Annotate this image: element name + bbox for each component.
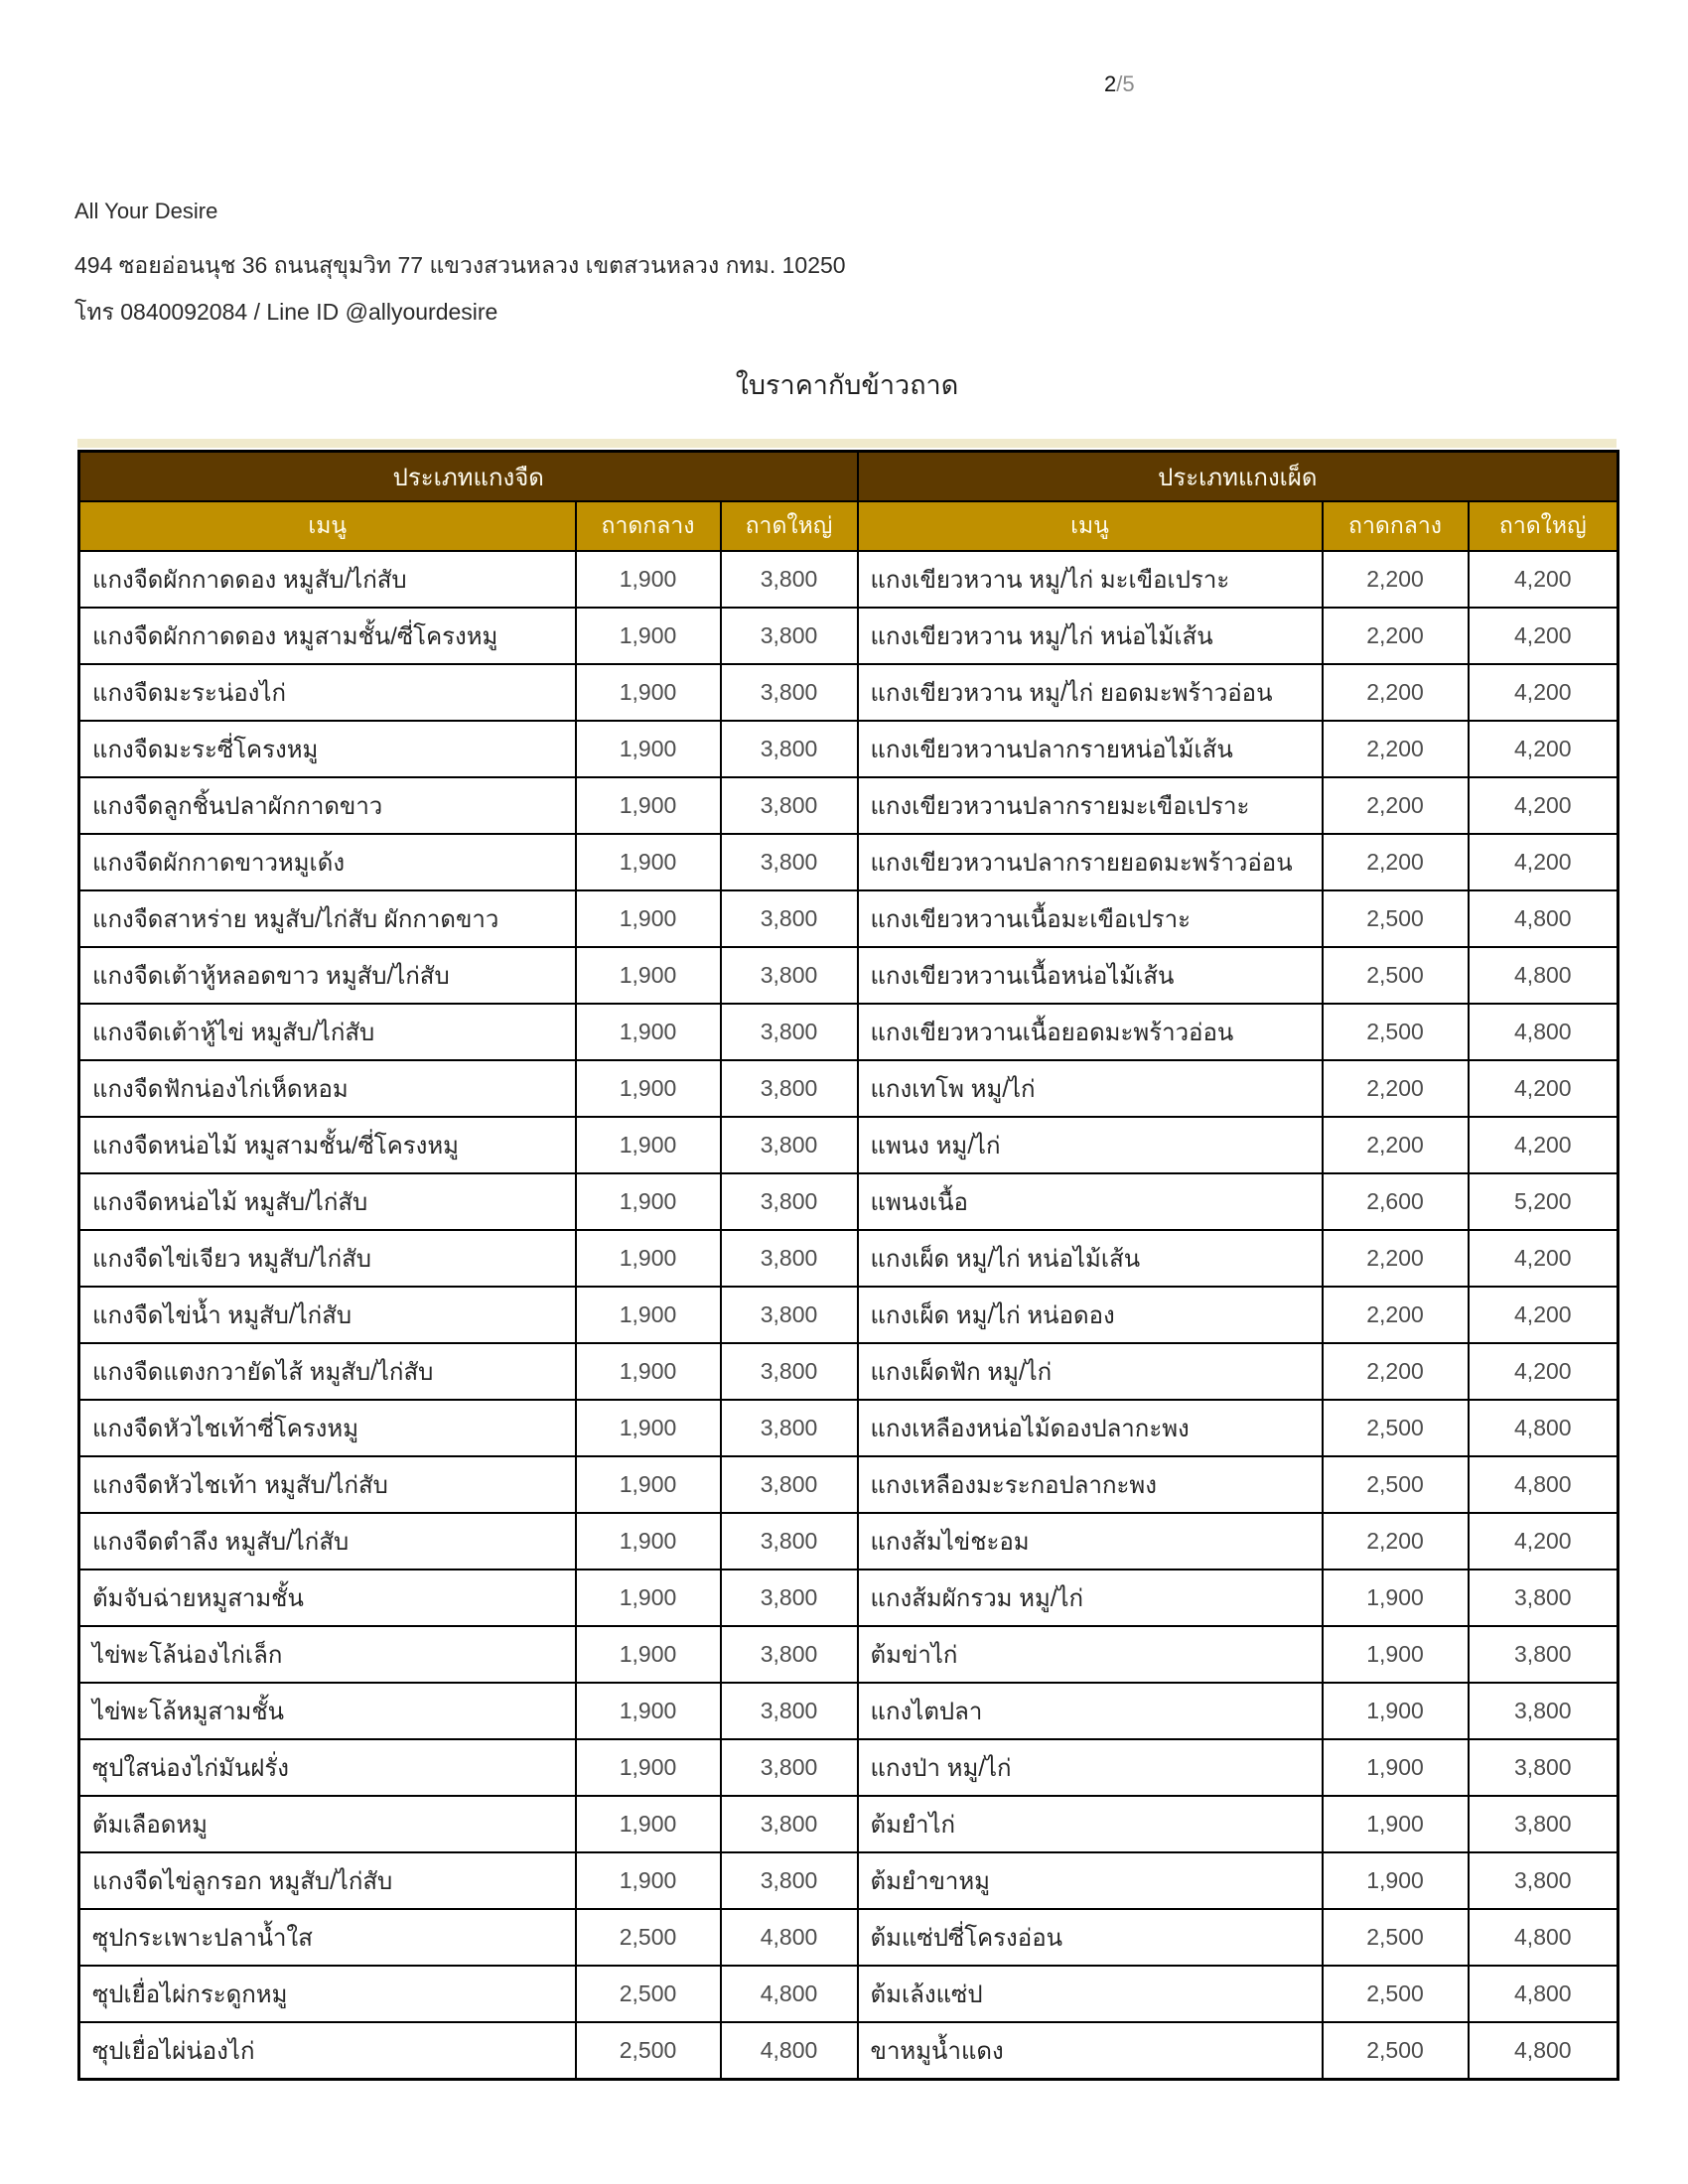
price-table-body <box>79 551 1618 2080</box>
medium-tray-price-cell: 1,900 <box>1323 1739 1469 1796</box>
menu-item-cell: แกงเขียวหวาน หมู/ไก่ หน่อไม้เส้น <box>858 608 1323 664</box>
large-tray-price-cell: 4,800 <box>721 2022 858 2080</box>
table-row <box>79 1909 1618 1966</box>
table-row <box>79 1852 1618 1909</box>
large-tray-price-cell: 4,200 <box>1469 1117 1618 1173</box>
medium-tray-price-cell: 1,900 <box>576 1796 721 1852</box>
table-row <box>79 1343 1618 1400</box>
medium-tray-price-cell: 2,500 <box>1323 1004 1469 1060</box>
large-tray-price-cell: 3,800 <box>1469 1852 1618 1909</box>
table-row <box>79 1739 1618 1796</box>
column-header-medium-tray-right: ถาดกลาง <box>1323 501 1469 551</box>
table-row <box>79 1400 1618 1456</box>
large-tray-price-cell: 4,800 <box>1469 1456 1618 1513</box>
menu-item-cell: แกงเทโพ หมู/ไก่ <box>858 1060 1323 1117</box>
menu-item-cell: แกงเขียวหวานเนื้อมะเขือเปราะ <box>858 890 1323 947</box>
column-header-large-tray-left: ถาดใหญ่ <box>721 501 858 551</box>
medium-tray-price-cell: 2,200 <box>1323 551 1469 608</box>
menu-item-cell: แกงจืดเต้าหู้ไข่ หมูสับ/ไก่สับ <box>79 1004 576 1060</box>
medium-tray-price-cell: 2,500 <box>1323 1400 1469 1456</box>
medium-tray-price-cell: 1,900 <box>576 834 721 890</box>
medium-tray-price-cell: 1,900 <box>576 1513 721 1570</box>
medium-tray-price-cell: 1,900 <box>576 1343 721 1400</box>
column-header-menu-left: เมนู <box>79 501 576 551</box>
table-row <box>79 721 1618 777</box>
column-header-menu-right: เมนู <box>858 501 1323 551</box>
medium-tray-price-cell: 2,500 <box>1323 1456 1469 1513</box>
large-tray-price-cell: 4,800 <box>1469 947 1618 1004</box>
medium-tray-price-cell: 1,900 <box>1323 1683 1469 1739</box>
large-tray-price-cell: 3,800 <box>721 1343 858 1400</box>
large-tray-price-cell: 4,200 <box>1469 1287 1618 1343</box>
medium-tray-price-cell: 1,900 <box>576 1739 721 1796</box>
menu-item-cell: ต้มยำไก่ <box>858 1796 1323 1852</box>
medium-tray-price-cell: 2,200 <box>1323 777 1469 834</box>
medium-tray-price-cell: 2,500 <box>576 1909 721 1966</box>
medium-tray-price-cell: 2,500 <box>1323 890 1469 947</box>
menu-item-cell: ไข่พะโล้น่องไก่เล็ก <box>79 1626 576 1683</box>
medium-tray-price-cell: 1,900 <box>576 551 721 608</box>
page-number <box>1104 71 1135 97</box>
medium-tray-price-cell: 1,900 <box>576 1400 721 1456</box>
medium-tray-price-cell: 2,500 <box>576 2022 721 2080</box>
menu-item-cell: แกงเผ็ด หมู/ไก่ หน่อไม้เส้น <box>858 1230 1323 1287</box>
page-title: ใบราคากับข้าวถาด <box>735 370 959 400</box>
medium-tray-price-cell: 1,900 <box>576 1570 721 1626</box>
company-contact: โทร 0840092084 / Line ID @allyourdesire <box>74 299 498 325</box>
medium-tray-price-cell: 2,200 <box>1323 664 1469 721</box>
table-row <box>79 1966 1618 2022</box>
large-tray-price-cell: 3,800 <box>721 721 858 777</box>
large-tray-price-cell: 3,800 <box>1469 1570 1618 1626</box>
menu-item-cell: ซุปเยื่อไผ่กระดูกหมู <box>79 1966 576 2022</box>
large-tray-price-cell: 3,800 <box>721 1004 858 1060</box>
menu-item-cell: แกงจืดหัวไชเท้า หมูสับ/ไก่สับ <box>79 1456 576 1513</box>
large-tray-price-cell: 3,800 <box>721 1626 858 1683</box>
medium-tray-price-cell: 2,200 <box>1323 1230 1469 1287</box>
large-tray-price-cell: 3,800 <box>1469 1739 1618 1796</box>
table-row <box>79 890 1618 947</box>
medium-tray-price-cell: 2,200 <box>1323 1060 1469 1117</box>
menu-item-cell: แกงจืดเต้าหู้หลอดขาว หมูสับ/ไก่สับ <box>79 947 576 1004</box>
large-tray-price-cell: 4,800 <box>1469 2022 1618 2080</box>
medium-tray-price-cell: 1,900 <box>576 608 721 664</box>
large-tray-price-cell: 3,800 <box>721 1230 858 1287</box>
large-tray-price-cell: 3,800 <box>721 1060 858 1117</box>
menu-item-cell: แกงเหลืองมะระกอปลากะพง <box>858 1456 1323 1513</box>
menu-item-cell: แกงจืดหัวไชเท้าซี่โครงหมู <box>79 1400 576 1456</box>
table-row <box>79 1230 1618 1287</box>
menu-item-cell: แกงจืดตำลึง หมูสับ/ไก่สับ <box>79 1513 576 1570</box>
menu-item-cell: ไข่พะโล้หมูสามชั้น <box>79 1683 576 1739</box>
medium-tray-price-cell: 2,200 <box>1323 1117 1469 1173</box>
medium-tray-price-cell: 2,200 <box>1323 608 1469 664</box>
medium-tray-price-cell: 1,900 <box>576 1230 721 1287</box>
medium-tray-price-cell: 2,200 <box>1323 1287 1469 1343</box>
menu-item-cell: แพนงเนื้อ <box>858 1173 1323 1230</box>
large-tray-price-cell: 3,800 <box>721 1456 858 1513</box>
large-tray-price-cell: 4,200 <box>1469 1230 1618 1287</box>
medium-tray-price-cell: 2,500 <box>1323 1909 1469 1966</box>
table-row <box>79 1173 1618 1230</box>
medium-tray-price-cell: 2,500 <box>1323 1966 1469 2022</box>
medium-tray-price-cell: 1,900 <box>576 1004 721 1060</box>
menu-item-cell: แกงจืดผักกาดดอง หมูสามชั้น/ซี่โครงหมู <box>79 608 576 664</box>
medium-tray-price-cell: 1,900 <box>576 777 721 834</box>
menu-item-cell: ซุปใสน่องไก่มันฝรั่ง <box>79 1739 576 1796</box>
large-tray-price-cell: 4,800 <box>1469 1909 1618 1966</box>
medium-tray-price-cell: 1,900 <box>576 1117 721 1173</box>
menu-item-cell: แกงจืดไข่น้ำ หมูสับ/ไก่สับ <box>79 1287 576 1343</box>
medium-tray-price-cell: 2,500 <box>576 1966 721 2022</box>
medium-tray-price-cell: 1,900 <box>576 1456 721 1513</box>
column-header-row <box>79 501 1618 551</box>
medium-tray-price-cell: 1,900 <box>576 890 721 947</box>
company-address: 494 ซอยอ่อนนุช 36 ถนนสุขุมวิท 77 แขวงสวนหลวง เขตสวนหลวง กทม. 10250 <box>74 252 846 278</box>
medium-tray-price-cell: 1,900 <box>576 947 721 1004</box>
large-tray-price-cell: 3,800 <box>721 1287 858 1343</box>
medium-tray-price-cell: 1,900 <box>576 1683 721 1739</box>
menu-item-cell: ต้มจับฉ่ายหมูสามชั้น <box>79 1570 576 1626</box>
menu-item-cell: แกงเผ็ดฟัก หมู/ไก่ <box>858 1343 1323 1400</box>
large-tray-price-cell: 3,800 <box>721 1173 858 1230</box>
menu-item-cell: แกงจืดฟักน่องไก่เห็ดหอม <box>79 1060 576 1117</box>
medium-tray-price-cell: 1,900 <box>1323 1796 1469 1852</box>
menu-item-cell: แกงเหลืองหน่อไม้ดองปลากะพง <box>858 1400 1323 1456</box>
menu-item-cell: แกงจืดหน่อไม้ หมูสับ/ไก่สับ <box>79 1173 576 1230</box>
table-row <box>79 1456 1618 1513</box>
large-tray-price-cell: 4,200 <box>1469 721 1618 777</box>
large-tray-price-cell: 4,200 <box>1469 777 1618 834</box>
menu-item-cell: แกงเขียวหวานเนื้อยอดมะพร้าวอ่อน <box>858 1004 1323 1060</box>
menu-item-cell: แกงจืดไข่ลูกรอก หมูสับ/ไก่สับ <box>79 1852 576 1909</box>
medium-tray-price-cell: 1,900 <box>576 1287 721 1343</box>
medium-tray-price-cell: 1,900 <box>576 1626 721 1683</box>
table-row <box>79 1513 1618 1570</box>
table-row <box>79 1683 1618 1739</box>
table-row <box>79 834 1618 890</box>
menu-item-cell: แกงป่า หมู/ไก่ <box>858 1739 1323 1796</box>
menu-item-cell: ต้มเลือดหมู <box>79 1796 576 1852</box>
large-tray-price-cell: 3,800 <box>721 1683 858 1739</box>
menu-item-cell: แพนง หมู/ไก่ <box>858 1117 1323 1173</box>
large-tray-price-cell: 4,200 <box>1469 1060 1618 1117</box>
menu-item-cell: แกงจืดมะระน่องไก่ <box>79 664 576 721</box>
table-row <box>79 1117 1618 1173</box>
medium-tray-price-cell: 1,900 <box>576 721 721 777</box>
medium-tray-price-cell: 2,200 <box>1323 721 1469 777</box>
menu-item-cell: แกงเขียวหวานเนื้อหน่อไม้เส้น <box>858 947 1323 1004</box>
medium-tray-price-cell: 1,900 <box>576 1852 721 1909</box>
large-tray-price-cell: 3,800 <box>721 664 858 721</box>
menu-item-cell: ขาหมูน้ำแดง <box>858 2022 1323 2080</box>
medium-tray-price-cell: 2,200 <box>1323 1343 1469 1400</box>
menu-item-cell: แกงจืดแตงกวายัดไส้ หมูสับ/ไก่สับ <box>79 1343 576 1400</box>
menu-item-cell: ต้มเล้งแซ่ป <box>858 1966 1323 2022</box>
menu-item-cell: ต้มข่าไก่ <box>858 1626 1323 1683</box>
menu-item-cell: แกงเขียวหวาน หมู/ไก่ มะเขือเปราะ <box>858 551 1323 608</box>
menu-item-cell: แกงเผ็ด หมู/ไก่ หน่อดอง <box>858 1287 1323 1343</box>
large-tray-price-cell: 3,800 <box>721 1570 858 1626</box>
column-header-medium-tray-left: ถาดกลาง <box>576 501 721 551</box>
section-header-row <box>79 452 1618 502</box>
large-tray-price-cell: 4,200 <box>1469 664 1618 721</box>
large-tray-price-cell: 3,800 <box>721 608 858 664</box>
large-tray-price-cell: 4,200 <box>1469 551 1618 608</box>
large-tray-price-cell: 3,800 <box>721 551 858 608</box>
menu-item-cell: แกงส้มผักรวม หมู/ไก่ <box>858 1570 1323 1626</box>
large-tray-price-cell: 4,200 <box>1469 608 1618 664</box>
menu-item-cell: แกงจืดผักกาดขาวหมูเด้ง <box>79 834 576 890</box>
menu-item-cell: ต้มยำขาหมู <box>858 1852 1323 1909</box>
company-name: All Your Desire <box>74 199 218 223</box>
large-tray-price-cell: 5,200 <box>1469 1173 1618 1230</box>
menu-item-cell: แกงจืดไข่เจียว หมูสับ/ไก่สับ <box>79 1230 576 1287</box>
table-row <box>79 1626 1618 1683</box>
table-row <box>79 664 1618 721</box>
large-tray-price-cell: 4,200 <box>1469 1513 1618 1570</box>
medium-tray-price-cell: 2,200 <box>1323 834 1469 890</box>
large-tray-price-cell: 4,800 <box>1469 1004 1618 1060</box>
table-row <box>79 1570 1618 1626</box>
large-tray-price-cell: 3,800 <box>721 1400 858 1456</box>
medium-tray-price-cell: 1,900 <box>576 664 721 721</box>
table-row <box>79 551 1618 608</box>
large-tray-price-cell: 3,800 <box>721 890 858 947</box>
large-tray-price-cell: 3,800 <box>721 777 858 834</box>
menu-item-cell: ต้มแซ่ปซี่โครงอ่อน <box>858 1909 1323 1966</box>
section-header-spicy-curry: ประเภทแกงเผ็ด <box>858 452 1618 502</box>
section-header-clear-soup: ประเภทแกงจืด <box>79 452 858 502</box>
large-tray-price-cell: 3,800 <box>721 1739 858 1796</box>
medium-tray-price-cell: 2,600 <box>1323 1173 1469 1230</box>
table-row <box>79 1287 1618 1343</box>
large-tray-price-cell: 4,200 <box>1469 1343 1618 1400</box>
column-header-large-tray-right: ถาดใหญ่ <box>1469 501 1618 551</box>
large-tray-price-cell: 3,800 <box>721 1796 858 1852</box>
large-tray-price-cell: 4,800 <box>1469 890 1618 947</box>
menu-item-cell: ซุปกระเพาะปลาน้ำใส <box>79 1909 576 1966</box>
menu-item-cell: แกงเขียวหวานปลากรายมะเขือเปราะ <box>858 777 1323 834</box>
medium-tray-price-cell: 2,200 <box>1323 1513 1469 1570</box>
medium-tray-price-cell: 2,500 <box>1323 2022 1469 2080</box>
large-tray-price-cell: 3,800 <box>721 947 858 1004</box>
menu-item-cell: แกงไตปลา <box>858 1683 1323 1739</box>
table-row <box>79 2022 1618 2080</box>
large-tray-price-cell: 3,800 <box>721 1117 858 1173</box>
page-number-total: /5 <box>1116 71 1135 96</box>
large-tray-price-cell: 4,800 <box>1469 1966 1618 2022</box>
large-tray-price-cell: 3,800 <box>1469 1626 1618 1683</box>
large-tray-price-cell: 4,200 <box>1469 834 1618 890</box>
menu-item-cell: แกงจืดลูกชิ้นปลาผักกาดขาว <box>79 777 576 834</box>
menu-item-cell: ซุปเยื่อไผ่น่องไก่ <box>79 2022 576 2080</box>
large-tray-price-cell: 3,800 <box>721 834 858 890</box>
medium-tray-price-cell: 1,900 <box>576 1060 721 1117</box>
large-tray-price-cell: 3,800 <box>1469 1796 1618 1852</box>
table-row <box>79 947 1618 1004</box>
price-table-container <box>77 439 1617 2081</box>
menu-item-cell: แกงส้มไข่ชะอม <box>858 1513 1323 1570</box>
medium-tray-price-cell: 1,900 <box>1323 1570 1469 1626</box>
large-tray-price-cell: 3,800 <box>721 1852 858 1909</box>
menu-item-cell: แกงจืดหน่อไม้ หมูสามชั้น/ซี่โครงหมู <box>79 1117 576 1173</box>
menu-item-cell: แกงจืดผักกาดดอง หมูสับ/ไก่สับ <box>79 551 576 608</box>
medium-tray-price-cell: 1,900 <box>1323 1852 1469 1909</box>
menu-item-cell: แกงจืดสาหร่าย หมูสับ/ไก่สับ ผักกาดขาว <box>79 890 576 947</box>
large-tray-price-cell: 4,800 <box>721 1909 858 1966</box>
table-row <box>79 1004 1618 1060</box>
medium-tray-price-cell: 1,900 <box>1323 1626 1469 1683</box>
large-tray-price-cell: 3,800 <box>1469 1683 1618 1739</box>
menu-item-cell: แกงเขียวหวานปลากรายหน่อไม้เส้น <box>858 721 1323 777</box>
large-tray-price-cell: 4,800 <box>1469 1400 1618 1456</box>
medium-tray-price-cell: 1,900 <box>576 1173 721 1230</box>
table-row <box>79 1796 1618 1852</box>
price-table <box>77 450 1619 2081</box>
menu-item-cell: แกงเขียวหวาน หมู/ไก่ ยอดมะพร้าวอ่อน <box>858 664 1323 721</box>
table-row <box>79 777 1618 834</box>
table-row <box>79 1060 1618 1117</box>
page-number-current: 2 <box>1104 71 1117 96</box>
table-row <box>79 608 1618 664</box>
large-tray-price-cell: 3,800 <box>721 1513 858 1570</box>
menu-item-cell: แกงเขียวหวานปลากรายยอดมะพร้าวอ่อน <box>858 834 1323 890</box>
table-top-strip <box>77 439 1617 448</box>
medium-tray-price-cell: 2,500 <box>1323 947 1469 1004</box>
large-tray-price-cell: 4,800 <box>721 1966 858 2022</box>
menu-item-cell: แกงจืดมะระซี่โครงหมู <box>79 721 576 777</box>
